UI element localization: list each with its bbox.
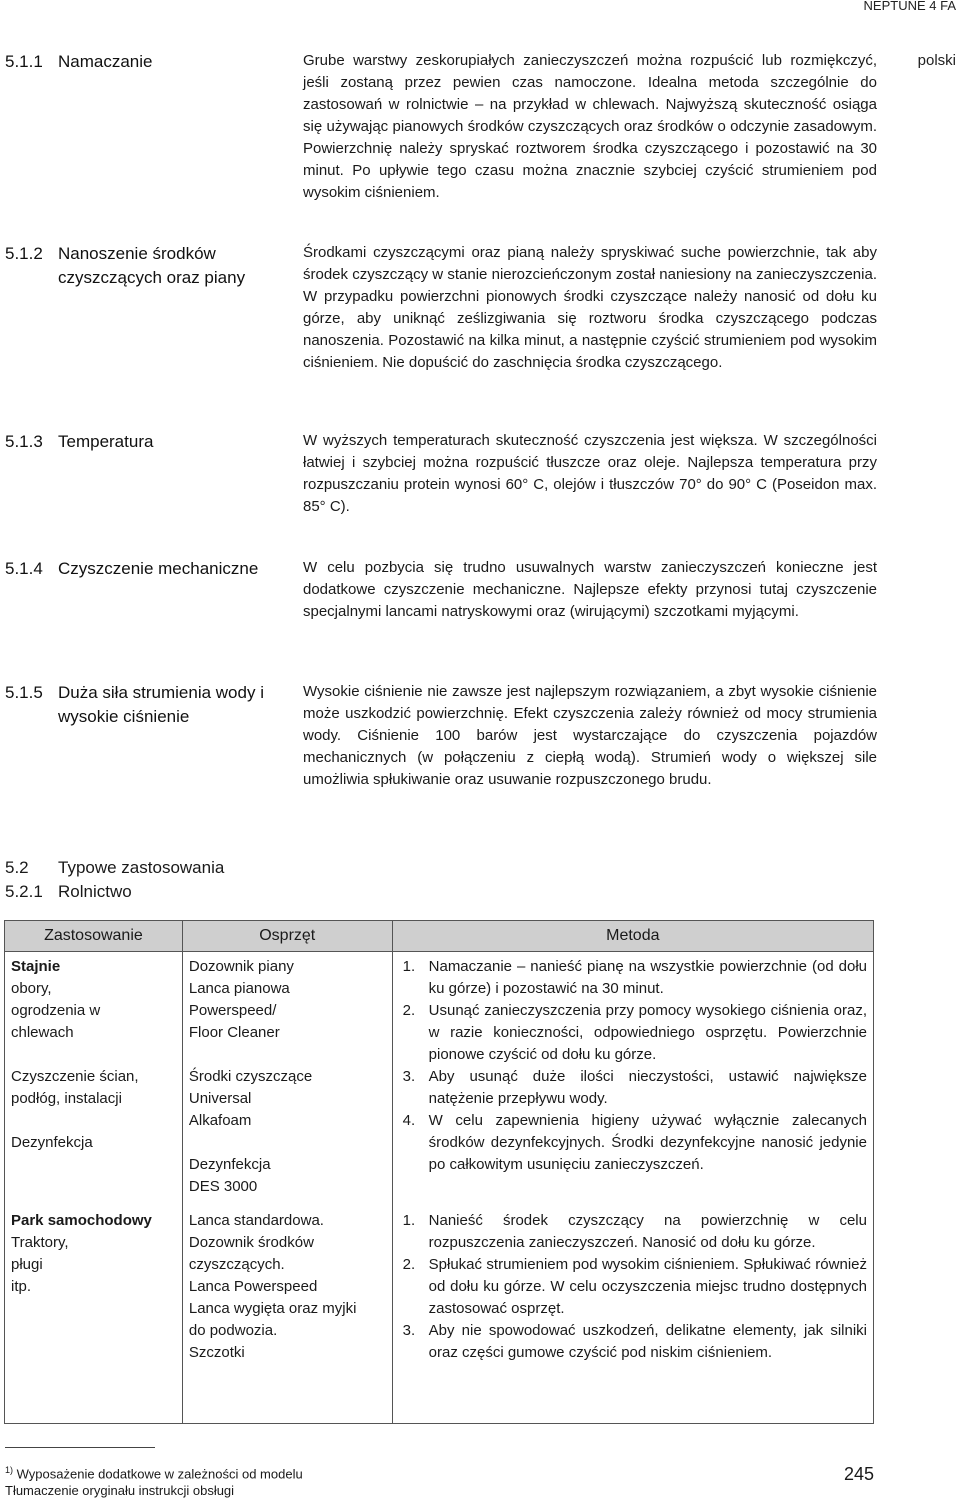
method-step: 1. Namaczanie – nanieść pianę na wszystkie powierzchnie (od dołu ku górze) i pozostawić na 30 minut.: [402, 958, 867, 997]
cell-line: Floor Cleaner: [188, 1024, 280, 1041]
footnote: [5, 1465, 303, 1481]
method-cell: [392, 952, 873, 1207]
heading-number: 5.2.1: [5, 882, 43, 901]
cell-line: Lanca wygięta oraz myjki: [188, 1300, 357, 1317]
section-title: Czyszczenie mechaniczne: [58, 559, 259, 578]
section-title: Temperatura: [58, 432, 154, 451]
footnote-mark: 1): [5, 1465, 14, 1475]
heading-5-2: [5, 856, 224, 904]
table-row: [5, 952, 874, 1207]
cell-line: DES 3000: [188, 1178, 258, 1195]
section-number: 5.1.2: [5, 244, 43, 263]
application-cell: [5, 952, 183, 1207]
cell-line: czyszczących.: [188, 1256, 285, 1273]
cell-line: Lanca Powerspeed: [188, 1278, 318, 1295]
section-number: 5.1.3: [5, 432, 43, 451]
section-body: W celu pozbycia się trudno usuwalnych warstw zanieczyszczeń konieczne jest dodatkowe czyszczenie mechaniczne. Najlepsze efekty przynosi tutaj czyszczenie specjalnymi lancami natryskowymi oraz (wirującymi) szczotkami myjącymi.: [303, 559, 877, 620]
column-header: Osprzęt: [182, 921, 392, 952]
document-id: NEPTUNE 4 FA: [863, 0, 956, 13]
cell-line: Powerspeed/: [188, 1002, 277, 1019]
method-step: 3. Aby usunąć duże ilości nieczystości, ustawić największe natężenie przepływu wody.: [402, 1068, 867, 1107]
section-title: Duża siła strumienia wody i wysokie ciśnienie: [58, 683, 264, 726]
section-body: Grube warstwy zeskorupiałych zanieczyszczeń można rozpuścić lub rozmiękczyć, jeśli zostaną przez pewien czas namoczone. Idealna metoda szczególnie do zastosowań w rolnictwie – na przykład w chlewach. Najwyższą skuteczność osiąga się używając pianowych środków czyszczących oraz środków o odczynie zasadowym. Powierzchnię należy spryskać roztworem środka czyszczącego i pozostawić na 30 minut. Po upływie tego czasu można znacznie szybciej czyścić strumieniem pod wysokim ciśnieniem.: [303, 52, 877, 201]
heading-number: 5.2: [5, 858, 29, 877]
section-heading: [5, 681, 295, 729]
section-heading: [5, 50, 295, 74]
cell-line: Lanca standardowa.: [188, 1212, 324, 1229]
category-title: Stajnie: [11, 958, 61, 975]
category-title: Park samochodowy: [11, 1212, 152, 1229]
column-header: Metoda: [392, 921, 873, 952]
cell-line: do podwozia.: [188, 1322, 278, 1339]
section-body: Środkami czyszczącymi oraz pianą należy spryskiwać suche powierzchnie, tak aby środek czyszczący w stanie nierozcieńczonym został naniesiony na zanieczyszczenia. W przypadku powierzchni pionowych środki czyszczące należy nanosić od dołu ku górze, aby uniknąć ześlizgiwania się roztworu środka czyszczącego podczas nanoszenia. Pozostawić na kilka minut, a następnie czyścić strumieniem pod wysokim ciśnieniem. Nie dopuścić do zaschnięcia środka czyszczącego.: [303, 244, 877, 371]
table-row: [5, 1206, 874, 1424]
cell-line: ogrodzenia w: [11, 1002, 101, 1019]
column-header: Zastosowanie: [5, 921, 183, 952]
section-number: 5.1.4: [5, 559, 43, 578]
applications-table: [4, 920, 874, 1424]
cell-line: chlewach: [11, 1024, 74, 1041]
method-cell: [392, 1206, 873, 1424]
language-label: polski: [917, 52, 956, 69]
method-step: 2. Spłukać strumieniem pod wysokim ciśnieniem. Spłukiwać również od dołu ku górze. W celu oczyszczenia miejsc trudno dostępnych zastosować osprzęt.: [402, 1256, 867, 1317]
section-heading: [5, 242, 295, 290]
equipment-cell: [182, 1206, 392, 1424]
section-title: Nanoszenie środków czyszczących oraz piany: [58, 244, 246, 287]
cell-line: podłóg, instalacji: [11, 1090, 122, 1107]
page-number: 245: [843, 1464, 874, 1484]
method-step: 1. Nanieść środek czyszczący na powierzchnię w celu rozpuszczenia zanieczyszczeń. Nanosić od dołu ku górze.: [402, 1212, 867, 1251]
method-steps: [399, 1210, 867, 1364]
cell-line: Dezynfekcja: [11, 1134, 93, 1151]
cell-line: Alkafoam: [188, 1112, 252, 1129]
cell-line: Dozownik piany: [188, 958, 294, 975]
section-number: 5.1.1: [5, 52, 43, 71]
section-body: W wyższych temperaturach skuteczność czyszczenia jest większa. W szczególności łatwiej i szybciej można rozpuścić tłuszcze oraz oleje. Najlepsza temperatura przy rozpuszczaniu protein wynosi 60° C, olejów i tłuszczów 70° do 90° C (Poseidon max. 85° C).: [303, 432, 877, 515]
section-heading: [5, 430, 295, 454]
heading-title: Typowe zastosowania: [58, 858, 225, 877]
section-body: Wysokie ciśnienie nie zawsze jest najlepszym rozwiązaniem, a zbyt wysokie ciśnienie może uszkodzić powierzchnię. Efekt czyszczenia zależy również od mocy strumienia wody. Ciśnienie 100 barów jest wystarczające do czyszczenia pojazdów mechanicznych (w połączeniu z ciepłą wodą). Strumień wody o większej sile umożliwia spłukiwanie oraz usuwanie rozpuszczonego brudu.: [303, 683, 877, 788]
cell-line: Dezynfekcja: [188, 1156, 271, 1173]
section-title: Namaczanie: [58, 52, 153, 71]
cell-line: Czyszczenie ścian,: [11, 1068, 139, 1085]
cell-line: Traktory,: [11, 1234, 69, 1251]
equipment-cell: [182, 952, 392, 1207]
translation-note: Tłumaczenie oryginału instrukcji obsługi: [5, 1483, 235, 1498]
cell-line: Dozownik środków: [188, 1234, 314, 1251]
cell-line: Lanca pianowa: [188, 980, 290, 997]
heading-title: Rolnictwo: [58, 882, 132, 901]
method-step: 2. Usunąć zanieczyszczenia przy pomocy wysokiego ciśnienia oraz, w razie konieczności, odpowiedniego osprzętu. Powierzchnie pionowe czyścić od dołu ku górze.: [402, 1002, 867, 1063]
method-step: 4. W celu zapewnienia higieny używać wyłącznie zalecanych środków dezynfekcyjnych. Środki dezynfekcyjne nanosić jedynie po całkowitym usunięciu zanieczyszczeń.: [402, 1112, 867, 1173]
cell-line: Universal: [188, 1090, 252, 1107]
application-cell: [5, 1206, 183, 1424]
method-steps: [399, 956, 867, 1176]
cell-line: Środki czyszczące: [188, 1068, 313, 1085]
cell-line: itp.: [11, 1278, 32, 1295]
section-number: 5.1.5: [5, 683, 43, 702]
cell-line: pługi: [11, 1256, 43, 1273]
section-heading: [5, 557, 295, 581]
cell-line: obory,: [11, 980, 52, 997]
method-step: 3. Aby nie spowodować uszkodzeń, delikatne elementy, jak silniki oraz części gumowe czyścić pod niskim ciśnieniem.: [402, 1322, 867, 1361]
table-header-row: [5, 921, 874, 952]
footnote-text: Wyposażenie dodatkowe w zależności od modelu: [16, 1466, 303, 1482]
footnote-divider: [5, 1447, 155, 1448]
cell-line: Szczotki: [188, 1344, 245, 1361]
